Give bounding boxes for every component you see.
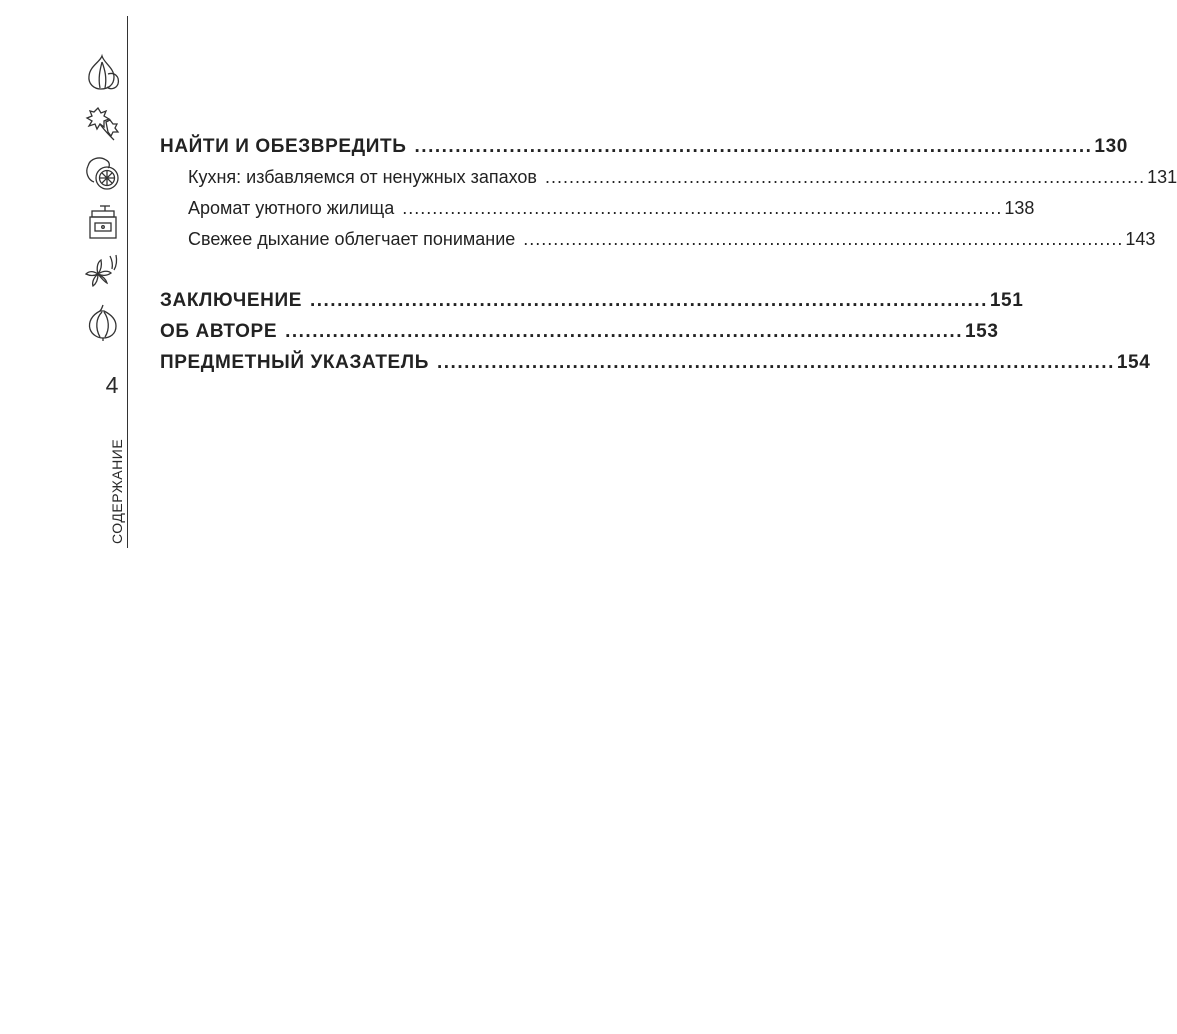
toc-entry-page: 138 [1004,198,1035,218]
coffee-grinder-icon [80,202,124,242]
toc-entry-page: 143 [1125,229,1156,249]
page-number: 4 [105,372,119,398]
toc-entry-page: 153 [964,321,999,342]
toc-entry-title: ОБ АВТОРЕ [160,321,278,342]
parsley-icon [80,102,124,142]
toc-entry-title: Аромат уютного жилища [188,198,395,218]
toc-entry-page: 154 [1116,352,1151,373]
toc-entry-title: ПРЕДМЕТНЫЙ УКАЗАТЕЛЬ [160,352,429,373]
toc-subentry[interactable] [160,193,1035,224]
toc-entry-title: НАЙТИ И ОБЕЗВРЕДИТЬ [160,136,407,157]
vanilla-flower-icon [80,252,124,292]
dot-leader: .................................................................................................... [436,352,1115,373]
toc-chapter-entry[interactable] [160,131,1128,162]
section-label: СОДЕРЖАНИЕ [109,438,125,544]
toc-entry-page: 131 [1147,167,1177,187]
toc-subentry[interactable] [160,224,1156,255]
toc-entry-title: Свежее дыхание облегчает понимание [188,229,516,249]
toc-entry-page: 151 [989,290,1024,311]
toc-chapter-entry[interactable] [160,285,1024,316]
toc-entry-page: 130 [1094,136,1128,157]
onion-icon [80,302,124,342]
dot-leader: .................................................................................................... [402,198,1003,218]
garlic-icon [80,52,124,92]
dot-leader: .................................................................................................... [285,321,963,342]
lemon-icon [80,152,124,192]
toc-subentry[interactable] [160,162,1177,193]
toc-entry-title: ЗАКЛЮЧЕНИЕ [160,290,302,311]
margin-rule [127,16,128,548]
toc-chapter-entry[interactable] [160,347,1151,378]
toc-entry-title: Кухня: избавляемся от ненужных запахов [188,167,537,187]
dot-leader: .................................................................................................... [309,290,988,311]
table-of-contents [160,131,1177,378]
dot-leader: .................................................................................................... [414,136,1093,157]
dot-leader: .................................................................................................... [545,167,1146,187]
toc-chapter-entry[interactable] [160,316,999,347]
toc-spacer [160,255,681,285]
dot-leader: .................................................................................................... [523,229,1124,249]
